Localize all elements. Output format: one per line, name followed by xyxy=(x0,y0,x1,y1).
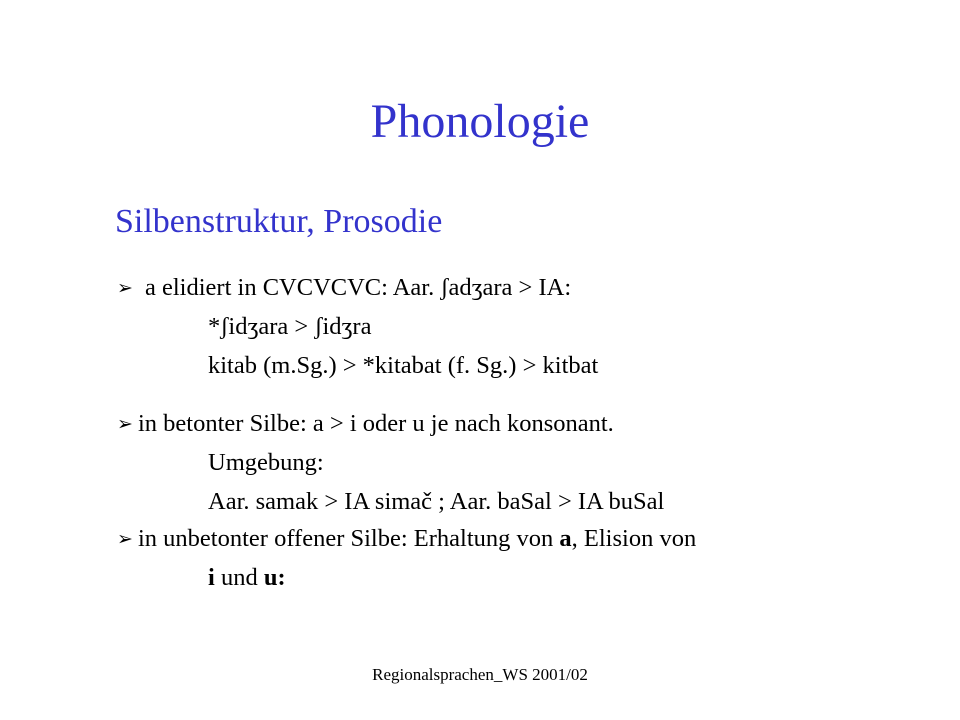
arrowhead-right-icon: ➢ xyxy=(117,528,133,550)
bullet-2-continuation-2: Aar. samak > IA simač ; Aar. baSal > IA buSal xyxy=(208,488,665,515)
bullet-3-bold-i: i xyxy=(208,564,215,591)
slide-footer: Regionalsprachen_WS 2001/02 xyxy=(372,665,588,684)
bullet-2-continuation-1: Umgebung: xyxy=(208,449,324,476)
bullet-3-bold-u: u: xyxy=(263,564,286,591)
bullet-3-und: und xyxy=(214,564,264,591)
bullet-3-bold-a: a xyxy=(559,525,572,552)
slide-subtitle: Silbenstruktur, Prosodie xyxy=(115,203,443,240)
arrowhead-right-icon: ➢ xyxy=(117,277,133,299)
bullet-1-continuation-1: *ʃidʒara > ʃidʒra xyxy=(208,313,372,340)
bullet-1-continuation-2: kitab (m.Sg.) > *kitabat (f. Sg.) > kitbat xyxy=(208,352,599,379)
slide-title: Phonologie xyxy=(370,95,590,148)
bullet-3-text-middle: , Elision von xyxy=(571,525,697,552)
bullet-3-text-before: in unbetonter offener Silbe: Erhaltung von xyxy=(138,525,560,552)
bullet-3-continuation xyxy=(208,561,286,595)
arrowhead-right-icon: ➢ xyxy=(117,413,133,435)
bullet-2-text: in betonter Silbe: a > i oder u je nach konsonant. xyxy=(138,410,614,437)
bullet-3-text xyxy=(138,522,696,556)
bullet-1-text: a elidiert in CVCVCVC: Aar. ʃadʒara > IA: xyxy=(145,274,572,301)
